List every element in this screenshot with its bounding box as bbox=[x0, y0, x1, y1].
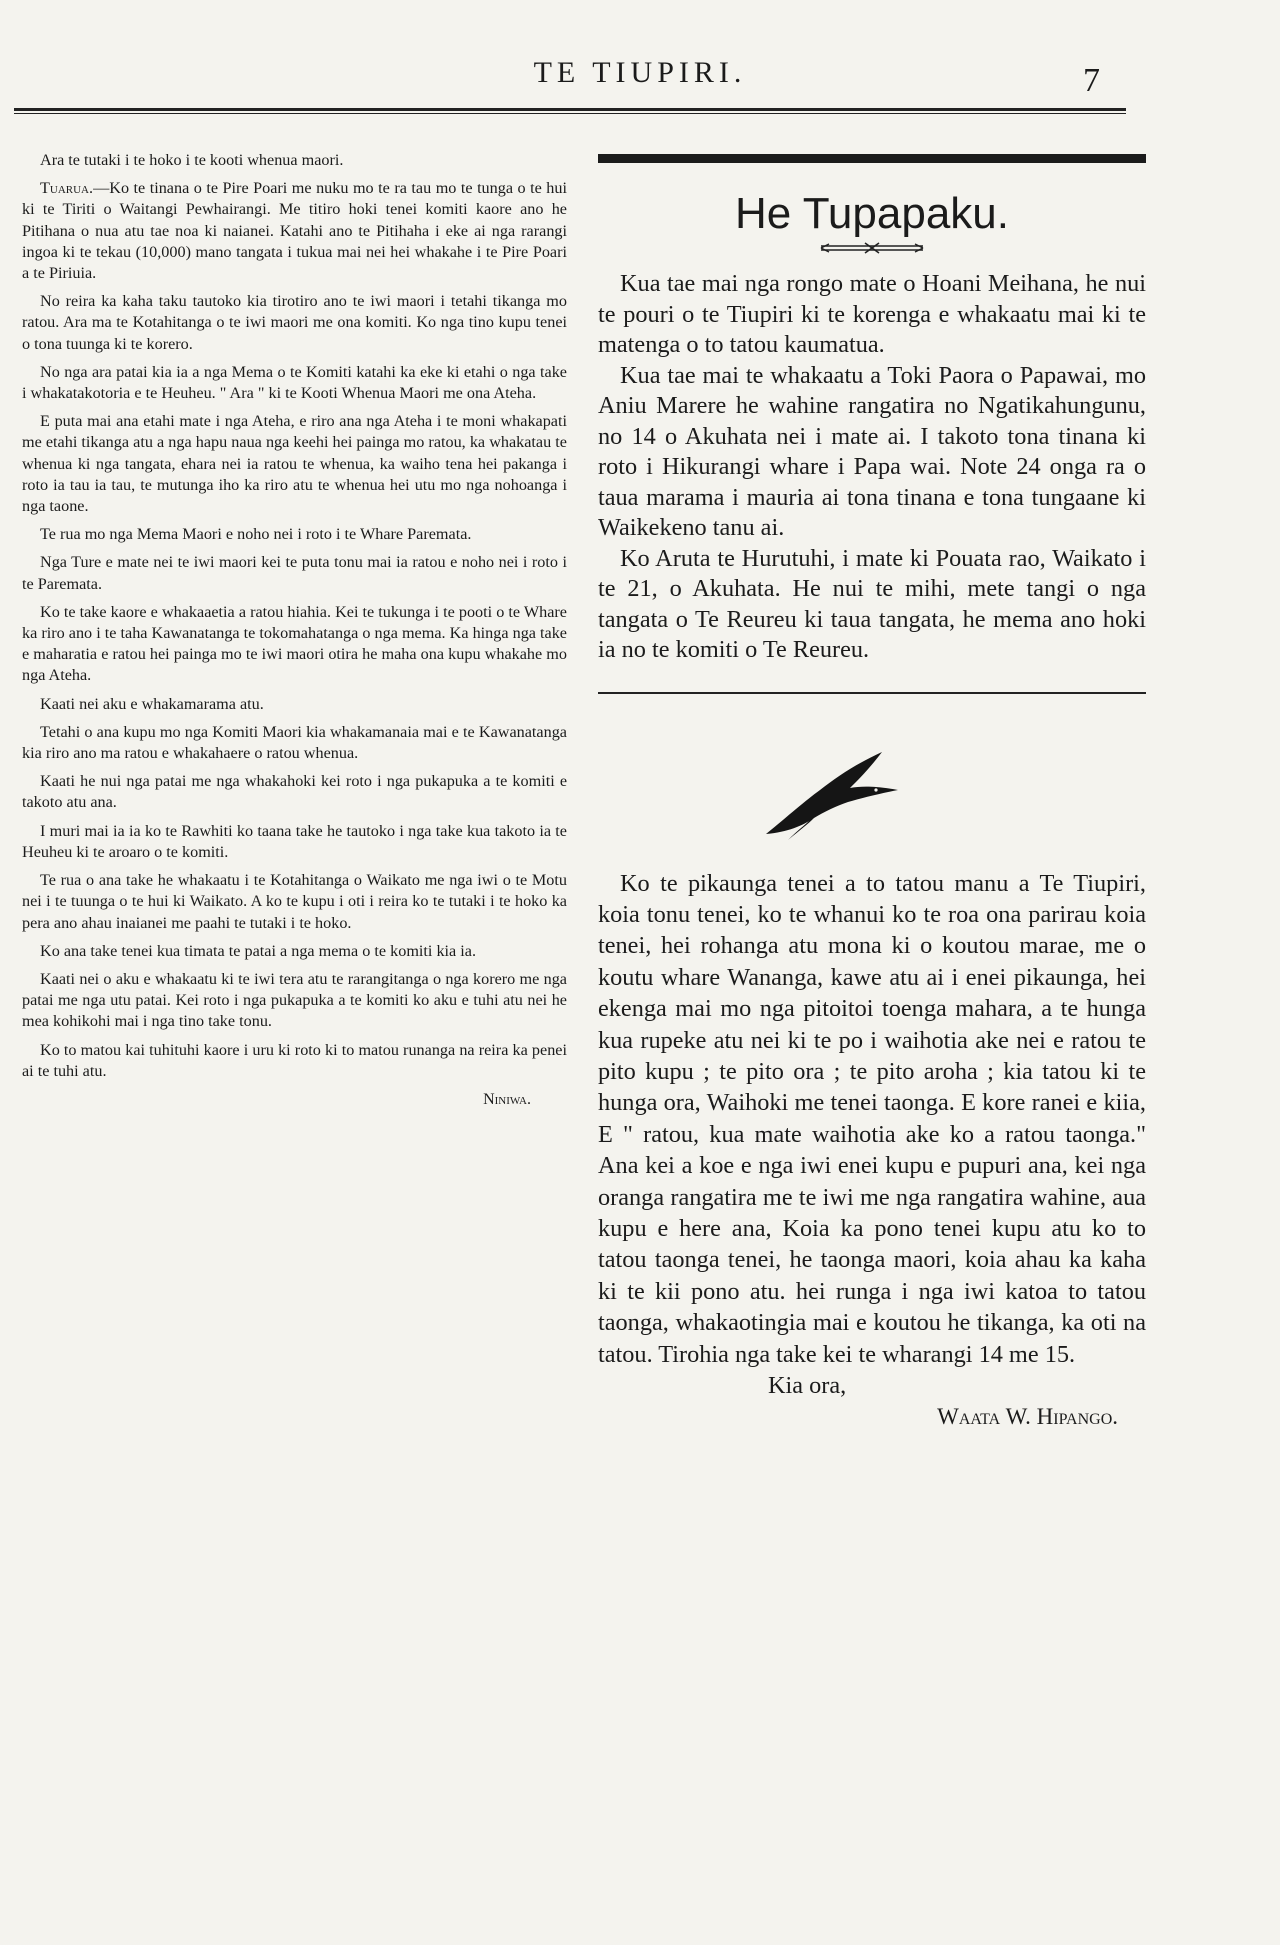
section-rule bbox=[598, 154, 1146, 163]
signature-niniwa: Niniwa. bbox=[483, 1090, 531, 1108]
paragraph: Kaati he nui nga patai me nga whakahoki kei roto i nga pukapuka a te komiti e takoto atu ana. bbox=[22, 772, 567, 812]
paragraph: Kaati nei aku e whakamarama atu. bbox=[40, 694, 264, 713]
paragraph: Te rua mo nga Mema Maori e noho nei i roto i te Whare Paremata. bbox=[40, 525, 472, 544]
paragraph: Kaati nei o aku e whakaatu ki te iwi tera atu te rarangitanga o nga korero me nga patai me nga utu patai. Kei roto i nga pukapuka a te komiti ko aku e tuhi atu nei he mea kohikohi mai i nga tino take tonu. bbox=[22, 969, 567, 1031]
section-rule-thin bbox=[598, 692, 1146, 694]
header-rule bbox=[14, 108, 1126, 114]
paragraph-tuarua bbox=[22, 178, 567, 284]
paragraph-text: —Ko te tinana o te Pire Poari me nuku mo te ra tau mo te tunga o te hui ki te Tiriti o Waitangi Pewhairangi. Me titiro hoki tenei komiti kaore ano he Pitihana o nua atu tae noa ki naianei. Katahi ano te Pitihaha i eke ai nga rarangi ingoa ki te tekau (10,000) mano tangata i tukua mai nei hei whakahe i te Pire Poari a te Piriuia. bbox=[22, 179, 567, 283]
paragraph: Kua tae mai nga rongo mate o Hoani Meihana, he nui te pouri o te Tiupiri ki te korenga e whakaatu mai ki te matenga o to tatou kaumatua. bbox=[598, 270, 1146, 358]
tuarua-label: Tuarua. bbox=[40, 179, 94, 198]
paragraph: No nga ara patai kia ia a nga Mema o te Komiti katahi ka eke ki etahi o nga take i whakatakotoria e te Heuheu. " Ara " ki te Kooti Whenua Maori me ona Ateha. bbox=[22, 362, 567, 403]
paragraph: I muri mai ia ia ko te Rawhiti ko taana take he tautoko i nga take kua takoto ia te Heuheu ki te aroaro o te komiti. bbox=[22, 821, 567, 861]
left-column bbox=[22, 150, 567, 1110]
masthead: TE TIUPIRI. bbox=[533, 56, 747, 89]
paragraph: Kua tae mai te whakaatu a Toki Paora o Papawai, mo Aniu Marere he wahine rangatira no Ngatikahungunu, no 14 o Akuhata nei i mate ai. I takoto tona tinana ki roto i Hikurangi whare i Papa wai. Note 24 onga ra o taua marama i mauria ai tona tinana e tona tungaane ki Waikekeno tanu ai. bbox=[598, 361, 1146, 541]
paragraph: Nga Ture e mate nei te iwi maori kei te puta tonu mai ia ratou e noho nei i roto i te Paremata. bbox=[22, 553, 567, 593]
paragraph: Ko to matou kai tuhituhi kaore i uru ki roto ki to matou runanga na reira ka penei ai te tuhi atu. bbox=[22, 1040, 567, 1080]
paragraph: Tetahi o ana kupu mo nga Komiti Maori kia whakamanaia mai e te Kawanatanga kia riro ano ma ratou e whakahaere o ratou whenua. bbox=[22, 722, 567, 763]
page-header bbox=[0, 56, 1280, 99]
paragraph: Ko te take kaore e whakaaetia a ratou hiahia. Kei te tukunga i te pooti o te Whare ka riro ano i te taha Kawanatanga te tokomahatanga o nga mema. Ka hinga nga take e maharatia e ratou hei painga mo te iwi maori otira he maha ona kupu whakahe mo nga Ateha. bbox=[22, 602, 567, 685]
letter-text bbox=[598, 868, 1146, 1433]
paragraph: Te rua o ana take he whakaatu i te Kotahitanga o Waikato me nga iwi o te Motu nei i te tuunga o te hui ki Waikato. A ko te kupu i oti i reira ko te tutaki i te hoko ka pera ano ahau inaianei me paahi te tutaki i te hoko. bbox=[22, 871, 567, 932]
obituary-text bbox=[598, 269, 1146, 666]
paragraph: Ko te pikaunga tenei a to tatou manu a Te Tiupiri, koia tonu tenei, ko te whanui ko te roa ona parirau koia tenei, hei rohanga atu mona ki o koutou marae, me o koutu whare Wananga, kawe atu ai i enei pikaunga, hei ekenga mai mo nga pitoitoi toenga mahara, a te hunga kua rupeke atu nei ki te po i waihotia ake nei e ratou te pito kupu ; te pito ora ; te pito aroha ; kia tatou ki te hunga ora, Waihoki me tenei taonga. E kore ranei e kiia, E " ratou, kua mate waihotia ake ko a ratou taonga." Ana kei a koe e nga iwi enei kupu e pupuri ana, kei nga oranga rangatira me te iwi me nga rangatira wahine, aua kupu e here ana, Koia ka pono tenei kupu atu ko to tatou taonga tenei, he taonga maori, koia ahau ka kaha ki te kii pono atu. hei runga i nga iwi katoa to tatou taonga, whakaotingia mai e koutou he tikanga, ka oti na tatou. Tirohia nga take kei te wharangi 14 me 15. bbox=[598, 869, 1146, 1368]
paragraph: Ko ana take tenei kua timata te patai a nga mema o te komiti kia ia. bbox=[40, 941, 476, 960]
paragraph: Ara te tutaki i te hoko i te kooti whenua maori. bbox=[40, 151, 344, 169]
closing: Kia ora, bbox=[768, 1372, 847, 1399]
page-number: 7 bbox=[1083, 62, 1100, 99]
signature-hipango: Waata W. Hipango. bbox=[937, 1404, 1118, 1430]
section-title: He Tupapaku. bbox=[735, 189, 1009, 238]
ornament-divider-icon bbox=[817, 241, 927, 255]
paragraph: Ko Aruta te Hurutuhi, i mate ki Pouata rao, Waikato i te 21, o Akuhata. He nui te mihi, mete tangi o nga tangata o Te Reureu ki taua tangata, he mema ano hoki ia no te komiti o Te Reureu. bbox=[598, 544, 1146, 663]
right-column bbox=[598, 150, 1146, 1433]
paragraph: E puta mai ana etahi mate i nga Ateha, e riro ana nga Ateha i te moni whakapati me etahi tikanga atu a nga hapu naua nga keehi hei painga mo ratou, ka whakatau te whenua ki nga tangata, ehara nei ia ratou te whenua, ka waiho tena hei pakanga i roto ia tau ia tau, te mutunga iho ka riro atu te whenua hei utu mo nga nohoanga i nga taone. bbox=[22, 412, 567, 516]
paragraph: No reira ka kaha taku tautoko kia tirotiro ano te iwi maori i tetahi tikanga mo ratou. Ara ma te Kotahitanga o te iwi maori me ona komiti. Ko nga tino kupu tenei o tona tuunga ki te korero. bbox=[22, 292, 567, 353]
swallow-bird-icon bbox=[758, 746, 908, 842]
